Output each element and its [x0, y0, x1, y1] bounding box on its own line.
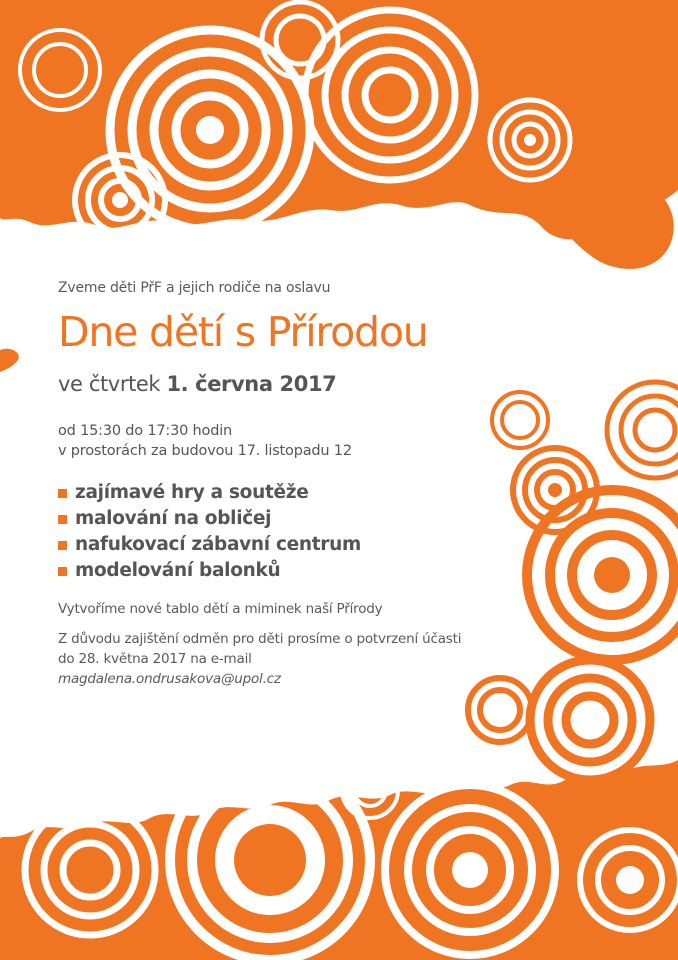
bullet-square-icon	[58, 567, 67, 576]
list-item: modelování balonků	[58, 558, 361, 584]
tablo-note: Vytvoříme nové tablo dětí a miminek naší Přírody	[58, 601, 383, 617]
place-line: v prostorách za budovou 17. listopadu 12	[58, 443, 352, 459]
confirm-line-1: Z důvodu zajištění odměn pro děti prosíme o potvrzení účasti	[58, 631, 462, 647]
contact-email-link[interactable]: magdalena.ondrusakova@upol.cz	[58, 671, 281, 687]
list-item: nafukovací zábavní centrum	[58, 532, 361, 558]
confirm-line-2: do 28. května 2017 na e-mail	[58, 651, 252, 667]
invite-line: Zveme děti PřF a jejich rodiče na oslavu	[58, 280, 331, 296]
bullet-square-icon	[58, 489, 67, 498]
event-title: Dne dětí s Přírodou	[58, 308, 428, 356]
date-prefix: ve čtvrtek	[58, 372, 167, 396]
event-date	[58, 372, 336, 396]
list-item: malování na obličej	[58, 506, 361, 532]
date-value: 1. června 2017	[166, 372, 337, 396]
activities-list	[58, 480, 361, 584]
bullet-square-icon	[58, 541, 67, 550]
confirmation-note	[58, 629, 461, 689]
list-item: zajímavé hry a soutěže	[58, 480, 361, 506]
bullet-square-icon	[58, 515, 67, 524]
time-place	[58, 421, 352, 461]
time-line: od 15:30 do 17:30 hodin	[58, 423, 233, 439]
